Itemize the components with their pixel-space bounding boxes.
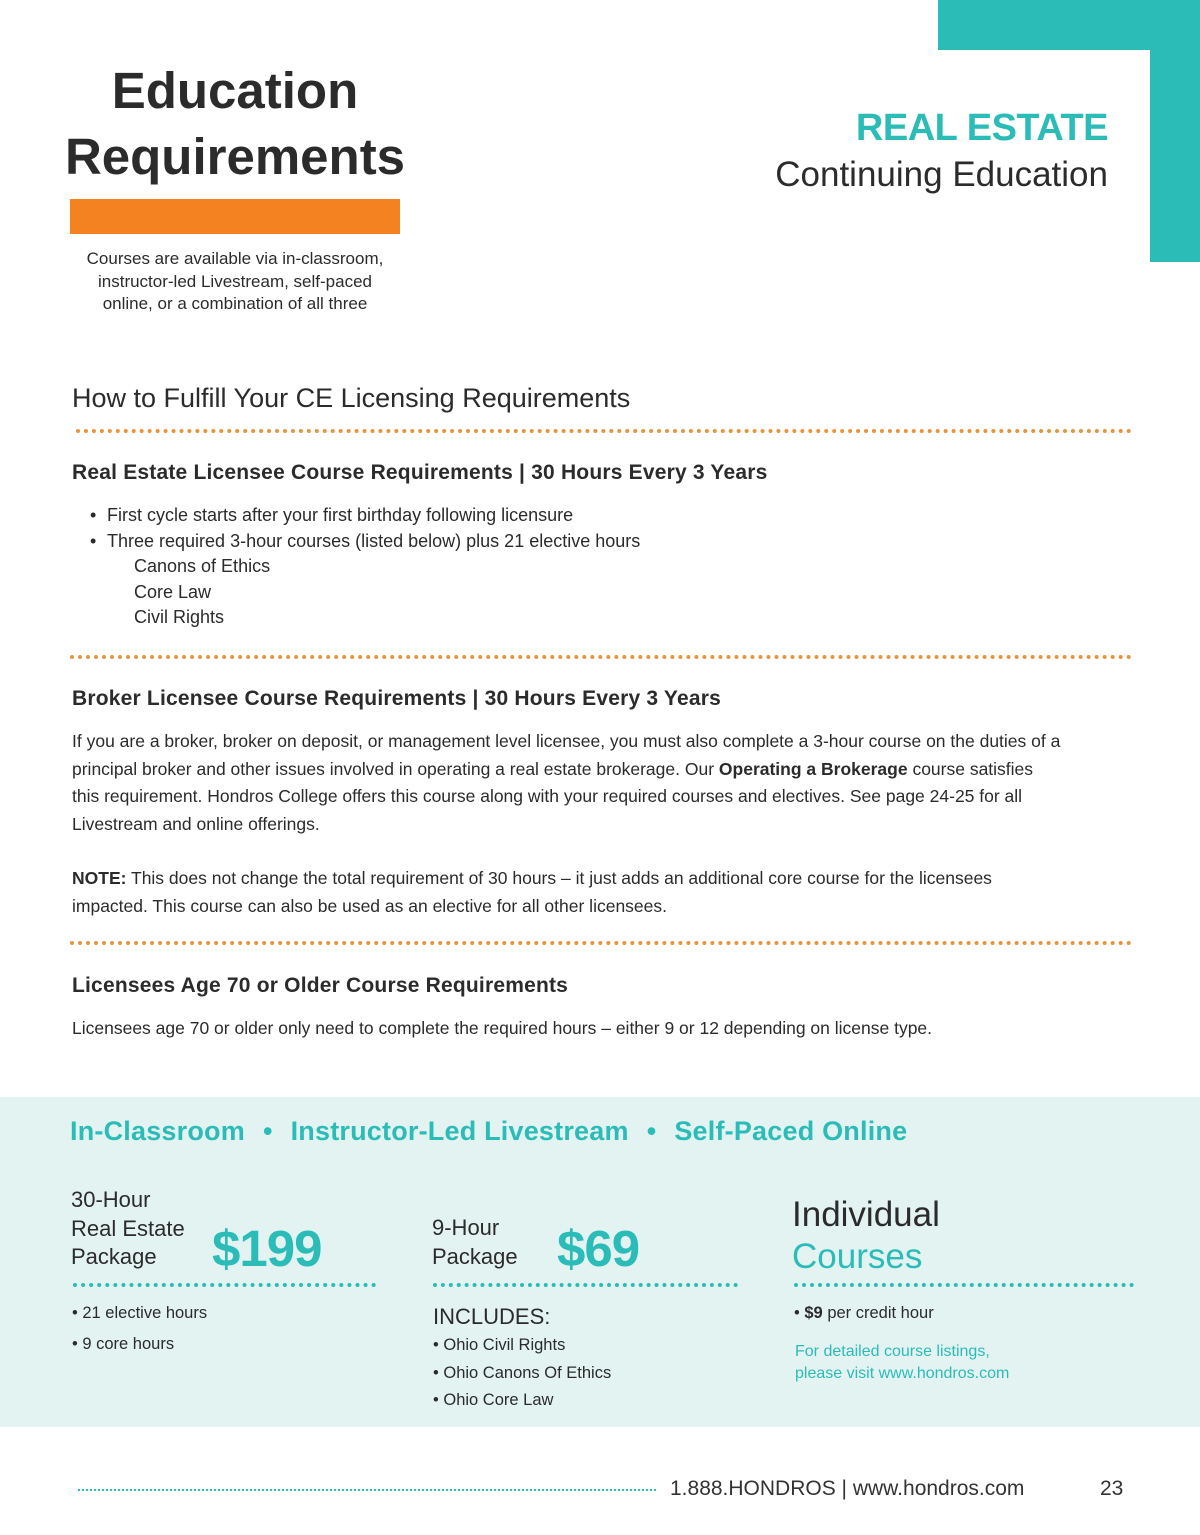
format-separator: • [646, 1116, 657, 1146]
dotted-divider [794, 1283, 1134, 1287]
broker-requirements-heading: Broker Licensee Course Requirements | 30 Hours Every 3 Years [72, 687, 721, 710]
package-label-line: 9-Hour [432, 1215, 500, 1240]
individual-title-line2: Courses [792, 1237, 923, 1276]
page-title [60, 58, 410, 190]
footer-contact: 1.888.HONDROS | www.hondros.com [670, 1477, 1025, 1500]
individual-price-amount: $9 [804, 1304, 823, 1322]
dotted-divider [76, 429, 1132, 433]
dotted-divider [433, 1283, 738, 1287]
format-separator: • [262, 1116, 273, 1146]
individual-price-suffix: per credit hour [822, 1304, 934, 1322]
required-courses-list [72, 554, 270, 631]
operating-brokerage-course: Operating a Brokerage [718, 758, 908, 779]
list-item-text: First cycle starts after your first birthday following licensure [107, 505, 574, 525]
list-item: • Ohio Core Law [433, 1391, 554, 1409]
list-item-text: Three required 3-hour courses (listed below) plus 21 elective hours [107, 530, 641, 551]
page-number: 23 [1100, 1477, 1124, 1500]
category-subtitle: Continuing Education [775, 155, 1108, 194]
dotted-divider [70, 655, 1132, 659]
course-formats [70, 1112, 907, 1150]
package-9-hour-label [432, 1214, 518, 1271]
individual-courses-title [792, 1194, 940, 1278]
section-title: How to Fulfill Your CE Licensing Requirements [72, 383, 631, 413]
format-livestream: Instructor-Led Livestream [290, 1116, 629, 1146]
required-course: Canons of Ethics [134, 556, 271, 576]
package-9-hour-price: $69 [557, 1220, 640, 1277]
individual-title-line1: Individual [792, 1195, 940, 1234]
age70-requirements-text: Licensees age 70 or older only need to complete the required hours – either 9 or 12 depending on license type. [72, 1018, 933, 1038]
course-listings-line2: please visit www.hondros.com [795, 1365, 1010, 1382]
list-item: • 9 core hours [72, 1334, 175, 1353]
orange-accent-bar [70, 199, 400, 234]
page-title-line2: Requirements [64, 128, 406, 185]
page-title-line1: Education [111, 62, 359, 119]
real-estate-requirements-list [72, 503, 972, 554]
page-subtitle-line1: Courses are available via in-classroom, [86, 249, 384, 268]
list-item [72, 503, 972, 529]
list-item: • 21 elective hours [72, 1304, 208, 1322]
page-subtitle-line2: instructor-led Livestream, self-paced [97, 271, 372, 291]
package-label-line: Package [432, 1243, 518, 1269]
footer-dotted-divider [78, 1489, 656, 1491]
list-item: • Ohio Civil Rights [433, 1336, 566, 1354]
broker-text-part1: If you are a broker, broker on deposit, or management level licensee, you must also complete a 3-hour course on the duties of a principal broker and other issues involved in operating a real estate brokerage. Our [72, 731, 1061, 779]
age70-requirements-heading: Licensees Age 70 or Older Course Requirements [72, 974, 569, 997]
bullet-glyph: • [90, 530, 97, 551]
package-label-line: Real Estate [71, 1215, 185, 1241]
course-listings-line1: For detailed course listings, [795, 1343, 990, 1360]
broker-text-part2: course satisfies this requirement. Hondros College offers this course along with your required courses and electives. See page 24-25 for all Livestream and online offerings. [72, 758, 1034, 834]
package-30-hour-label [71, 1186, 185, 1272]
note-label: NOTE: [72, 868, 127, 888]
dotted-divider [70, 941, 1132, 945]
package-9-hour-items [433, 1332, 611, 1415]
list-item [72, 529, 972, 555]
required-course: Core Law [134, 581, 212, 602]
broker-note [72, 865, 1062, 920]
page-subtitle-line3: online, or a combination of all three [102, 294, 368, 313]
dotted-divider [73, 1283, 376, 1287]
package-30-hour-items [72, 1300, 207, 1358]
bullet-glyph: • [90, 505, 97, 525]
category-title: REAL ESTATE [855, 107, 1108, 149]
list-item: • Ohio Canons Of Ethics [433, 1363, 612, 1382]
page-subtitle [62, 248, 408, 316]
package-30-hour-price: $199 [212, 1220, 322, 1277]
course-listings-link[interactable] [795, 1341, 1009, 1385]
individual-price-prefix: • [794, 1304, 805, 1322]
format-self-paced: Self-Paced Online [674, 1116, 908, 1146]
note-text: This does not change the total requirement of 30 hours – it just adds an additional core course for the licensees impacted. This course can also be used as an elective for all other licensees. [72, 868, 992, 916]
package-label-line: Package [71, 1244, 157, 1269]
package-label-line: 30-Hour [71, 1187, 151, 1212]
format-in-classroom: In-Classroom [70, 1116, 245, 1146]
broker-requirements-text [72, 728, 1062, 838]
required-course: Civil Rights [134, 607, 225, 627]
corner-accent-right [1150, 0, 1200, 262]
includes-label: INCLUDES: [433, 1304, 551, 1329]
individual-price [794, 1300, 934, 1328]
real-estate-requirements-heading: Real Estate Licensee Course Requirements | 30 Hours Every 3 Years [72, 461, 768, 484]
